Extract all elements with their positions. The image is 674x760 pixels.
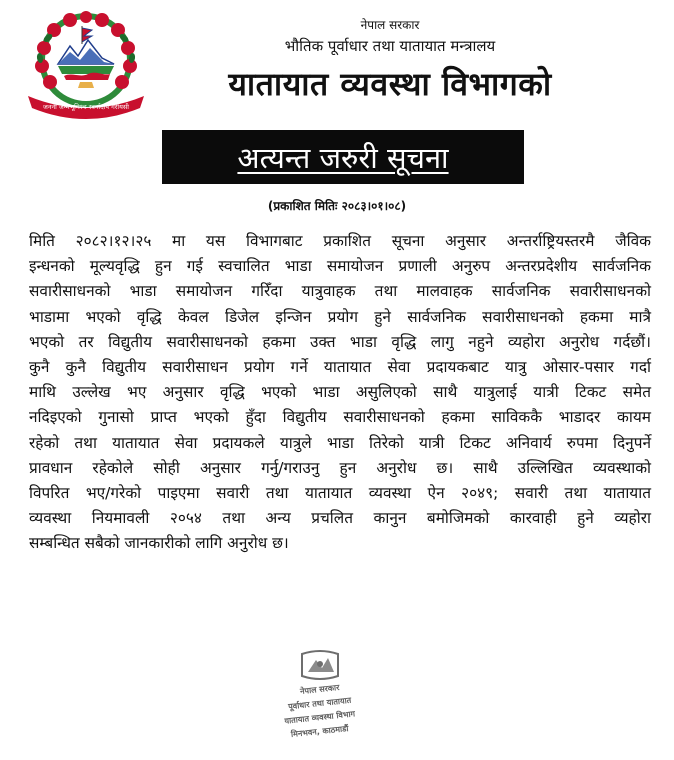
body-line: व्यवस्था नियमावली २०५४ तथा अन्य प्रचलित कानुन बमोजिमको कारवाही हुने व्यहोरा [29,509,651,528]
published-date: (प्रकाशित मितिः २०८३।०१।०८) [267,199,407,213]
body-line: माथि उल्लेख भए अनुसार वृद्धि भएको भाडा असुलिएको साथै यात्रुलाई यात्री टिकट समेत [29,383,651,402]
body-line: नदिइएको गुनासो प्राप्त भएको हुँदा विद्युतीय सवारीसाधनको हकमा साविककै भाडादर कायम [29,408,651,427]
body-line: विपरित भए/गरेको पाइएमा सवारी तथा यातायात व्यवस्था ऐन २०४९; सवारी तथा यातायात [29,484,651,503]
notice-title-banner [162,130,524,184]
emblem-center [54,26,118,92]
svg-text:मिनभवन, काठमाडौं: मिनभवन, काठमाडौं [290,724,349,740]
government-name: नेपाल सरकार [360,18,420,32]
nepal-government-emblem [22,8,150,120]
department-office-stamp [268,646,372,750]
notice-body [29,229,651,557]
svg-text:पूर्वाधार तथा यातायात: पूर्वाधार तथा यातायात [287,695,352,712]
svg-text:यातायात व्यवस्था विभाग: यातायात व्यवस्था विभाग [284,709,356,726]
body-line: सवारीसाधनको भाडा समायोजन गरिँदा यात्रुवाहक तथा मालवाहक सार्वजनिक सवारीसाधनको [29,282,651,301]
body-line: प्रावधान रहेकोले सोही अनुसार गर्नु/गराउनु हुन अनुरोध छ। साथै उल्लिखित व्यवस्थाको [29,458,651,477]
body-line: भाडामा भएको वृद्धि केवल डिजेल इन्जिन प्रयोग हुने सार्वजनिक सवारीसाधनको हकमा मात्रै [29,307,651,326]
body-line: मिति २०८२।१२।२५ मा यस विभागबाट प्रकाशित सूचना अनुसार अन्तर्राष्ट्रियस्तरमै जैविक [29,232,651,250]
body-line: भएको तर विद्युतीय सवारीसाधनको हकमा उक्त भाडा वृद्धि लागु नहुने व्यहोरा अनुरोध गर्दछौं। [29,332,651,351]
body-line: रहेको तथा यातायात सेवा प्रदायकले यात्रुले भाडा तिरेको यात्री टिकट अनिवार्य रुपमा दिनुपर्ने [29,433,651,452]
body-line: इन्धनको मूल्यवृद्धि हुन गई स्वचालित भाडा समायोजन प्रणाली अनुरुप अन्तरप्रदेशीय सार्वजनिक [29,257,651,276]
svg-text:नेपाल सरकार: नेपाल सरकार [299,682,340,697]
body-line: कुनै कुनै विद्युतीय सवारीसाधन प्रयोग गर्ने यातायात सेवा प्रदायकबाट यात्रु ओसार-पसार गर्दा [29,358,651,377]
ministry-name: भौतिक पूर्वाधार तथा यातायात मन्त्रालय [284,37,496,55]
department-name: यातायात व्यवस्था विभागको [228,65,552,103]
svg-text:जननी जन्मभूमिश्च स्वर्गादपि गर: जननी जन्मभूमिश्च स्वर्गादपि गरीयसी [43,103,129,111]
motto-ribbon [28,96,144,119]
body-line: सम्बन्धित सबैको जानकारीको लागि अनुरोध छ। [29,534,289,553]
notice-title: अत्यन्त जरुरी सूचना [237,140,449,175]
